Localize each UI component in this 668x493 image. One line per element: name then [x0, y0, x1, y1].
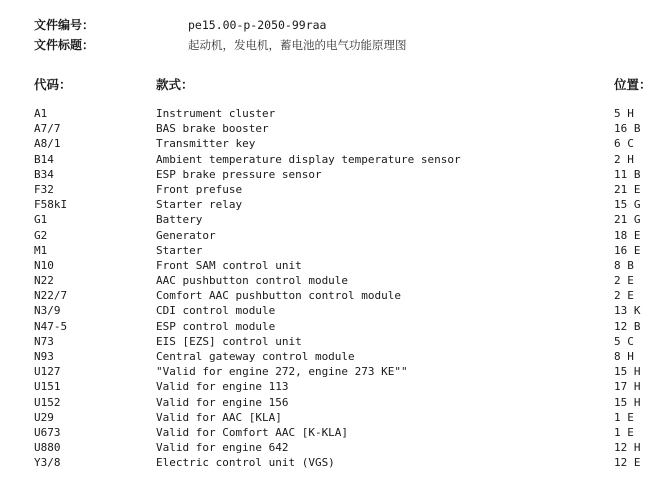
table-row	[0, 136, 668, 151]
row-description: Ambient temperature display temperature sensor	[156, 152, 461, 166]
row-description: Valid for engine 156	[156, 395, 289, 409]
row-description: BAS brake booster	[156, 122, 269, 136]
row-description: Valid for Comfort AAC [K-KLA]	[156, 425, 349, 439]
row-code: M1	[34, 243, 48, 257]
row-position: 11 B	[614, 167, 641, 181]
row-code: B14	[34, 152, 54, 166]
document-number-label: 文件编号：	[34, 18, 95, 32]
row-code: N47-5	[34, 319, 68, 333]
row-position: 2 E	[614, 274, 634, 288]
row-description: Transmitter key	[156, 137, 256, 151]
header-style: 款式：	[156, 77, 194, 92]
row-code: G2	[34, 228, 48, 242]
row-description: Electric control unit (VGS)	[156, 456, 335, 470]
row-code: A7/7	[34, 122, 61, 136]
row-position: 18 E	[614, 228, 641, 242]
row-description: Front SAM control unit	[156, 258, 302, 272]
row-position: 16 E	[614, 243, 641, 257]
table-row	[0, 455, 668, 470]
row-description: Generator	[156, 228, 216, 242]
row-code: N10	[34, 258, 54, 272]
table-row	[0, 395, 668, 410]
row-position: 15 H	[614, 395, 641, 409]
row-description: EIS [EZS] control unit	[156, 334, 302, 348]
row-code: U151	[34, 380, 61, 394]
table-row	[0, 243, 668, 258]
row-description: Valid for engine 113	[156, 380, 289, 394]
table-row	[0, 228, 668, 243]
row-code: N73	[34, 334, 54, 348]
table-row	[0, 106, 668, 121]
table-header	[0, 76, 668, 94]
row-code: U673	[34, 425, 61, 439]
row-position: 8 H	[614, 350, 634, 363]
row-position: 1 E	[614, 425, 634, 439]
table-row	[0, 379, 668, 394]
row-code: N22	[34, 274, 54, 288]
row-position: 6 C	[614, 137, 634, 151]
row-code: N93	[34, 350, 54, 363]
row-position: 12 E	[614, 456, 641, 470]
header-code: 代码：	[34, 77, 72, 92]
row-description: Instrument cluster	[156, 107, 276, 120]
table-row	[0, 167, 668, 182]
table-row	[0, 182, 668, 197]
row-code: N22/7	[34, 289, 68, 303]
row-code: A8/1	[34, 137, 61, 151]
row-description: Valid for AAC [KLA]	[156, 410, 282, 424]
table-row	[0, 425, 668, 440]
row-description: "Valid for engine 272, engine 273 KE""	[156, 365, 408, 379]
row-description: CDI control module	[156, 304, 276, 318]
table-row	[0, 258, 668, 273]
document-title-label: 文件标题：	[34, 38, 95, 52]
row-description: ESP control module	[156, 319, 276, 333]
row-code: Y3/8	[34, 456, 61, 470]
row-position: 13 K	[614, 304, 641, 318]
row-position: 5 H	[614, 107, 634, 120]
document-title-value: 起动机，发电机，蓄电池的电气功能原理图	[188, 38, 407, 52]
row-description: AAC pushbutton control module	[156, 274, 349, 288]
table-row	[0, 273, 668, 288]
table-row	[0, 303, 668, 318]
row-position: 12 H	[614, 441, 641, 455]
table-row	[0, 197, 668, 212]
row-position: 21 E	[614, 182, 641, 196]
header-position: 位置：	[614, 77, 652, 92]
row-code: G1	[34, 213, 48, 227]
table-row	[0, 364, 668, 379]
row-code: N3/9	[34, 304, 61, 318]
table-row	[0, 288, 668, 303]
row-position: 21 G	[614, 213, 641, 227]
row-code: U29	[34, 410, 54, 424]
row-position: 2 E	[614, 289, 634, 303]
component-list	[0, 106, 668, 471]
row-position: 12 B	[614, 319, 641, 333]
row-position: 16 B	[614, 122, 641, 136]
table-row	[0, 440, 668, 455]
table-row	[0, 334, 668, 349]
table-row	[0, 212, 668, 227]
table-row	[0, 410, 668, 425]
row-code: B34	[34, 167, 54, 181]
row-position: 15 G	[614, 198, 641, 212]
row-description: Central gateway control module	[156, 350, 355, 363]
row-description: Battery	[156, 213, 203, 227]
row-description: ESP brake pressure sensor	[156, 167, 322, 181]
table-row	[0, 121, 668, 136]
row-code: A1	[34, 107, 48, 120]
row-description: Valid for engine 642	[156, 441, 289, 455]
document-number-value: pe15.00-p-2050-99raa	[188, 18, 327, 32]
table-row	[0, 152, 668, 167]
row-code: U152	[34, 395, 61, 409]
row-description: Comfort AAC pushbutton control module	[156, 289, 402, 303]
row-position: 5 C	[614, 334, 634, 348]
row-position: 8 B	[614, 258, 634, 272]
table-row	[0, 319, 668, 334]
row-description: Starter relay	[156, 198, 243, 212]
row-position: 15 H	[614, 365, 641, 379]
row-position: 17 H	[614, 380, 641, 394]
row-position: 2 H	[614, 152, 634, 166]
row-description: Front prefuse	[156, 182, 243, 196]
row-code: U880	[34, 441, 61, 455]
row-description: Starter	[156, 243, 203, 257]
row-code: F58kI	[34, 198, 68, 212]
row-position: 1 E	[614, 410, 634, 424]
row-code: F32	[34, 182, 54, 196]
table-row	[0, 349, 668, 364]
row-code: U127	[34, 365, 61, 379]
